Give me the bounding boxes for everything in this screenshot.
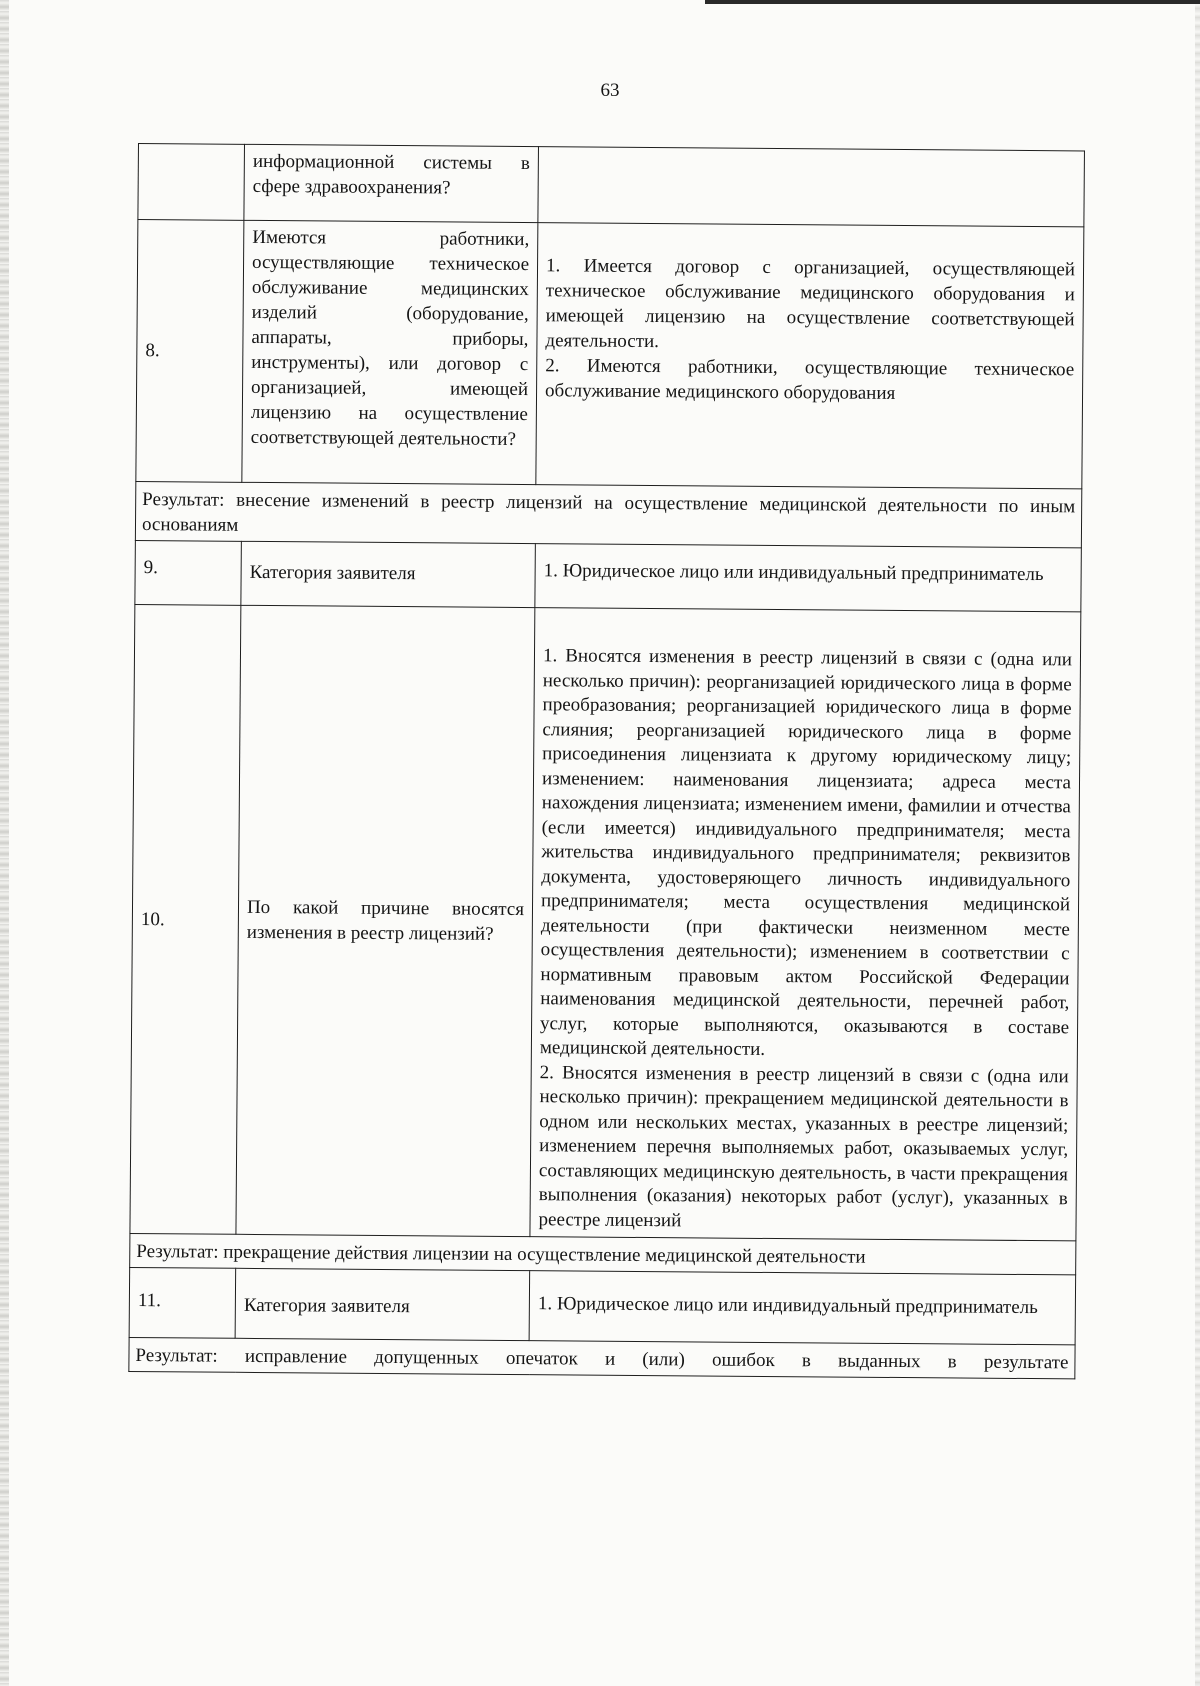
row-question: Категория заявителя: [241, 541, 535, 607]
document-table-wrapper: [128, 143, 1084, 1379]
row-answer: 1. Юридическое лицо или индивидуальный предприниматель: [529, 1271, 1076, 1345]
table-row: [129, 1337, 1075, 1378]
row-answer: [530, 608, 1081, 1241]
document-table: [128, 143, 1085, 1379]
row-question: информационной системы в сфере здравоохранения?: [244, 144, 539, 222]
scan-edge-left: [0, 0, 9, 1686]
answer-item: 2. Вносятся изменения в реестр лицензий в связи с (одна или несколько причин): прекращением медицинской деятельности в одном или нескольких местах, указанных в реестре лицензий; изменением перечня выполняемых работ, оказываемых услуг, составляющих медицинскую деятельность, в части прекращения выполнения (оказания) некоторых работ (услуг), указанных в реестре лицензий: [538, 1061, 1069, 1231]
row-question: Категория заявителя: [235, 1268, 530, 1340]
row-answer: 1. Юридическое лицо или индивидуальный предприниматель: [535, 544, 1081, 612]
row-question: По какой причине вносятся изменения в реестр лицензий?: [236, 605, 535, 1236]
answer-item: 1. Вносятся изменения в реестр лицензий в связи с (одна или несколько причин): реорганизацией юридического лица в форме преобразования; реорганизацией юридического лица в форме слияния; реорганизацией юридического лица в форме присоединения лицензиата к другому юридическому лицу; изменением: наименования лицензиата; адреса места нахождения лицензиата; изменением имени, фамилии и отчества (если имеется) индивидуального предпринимателя; места жительства индивидуального предпринимателя; реквизитов документа, удостоверяющего личность индивидуального предпринимателя; места осуществления медицинской деятельности (при фактически неизменном месте осуществления деятельности); изменением в соответствии с нормативным правовым актом Российской Федерации наименования медицинской деятельности, перечней работ, услуг, которые выполняются, оказываются в составе медицинской деятельности.: [539, 645, 1073, 1060]
page-number: 63: [600, 80, 620, 101]
result-row: Результат: исправление допущенных опечаток и (или) ошибок в выданных в результате: [129, 1337, 1075, 1378]
row-answer: [536, 223, 1084, 489]
table-row: [135, 481, 1081, 547]
scan-edge-right: [1195, 0, 1200, 1686]
table-row: [129, 1267, 1076, 1344]
answer-item: 1. Имеется договор с организацией, осуществляющей техническое обслуживание медицинского оборудования и имеющей лицензию на осуществление соответствующей деятельности.: [545, 255, 1076, 353]
table-row: [138, 144, 1085, 227]
scan-top-bar: [705, 0, 1200, 4]
row-number: 10.: [130, 604, 241, 1234]
row-number: 8.: [136, 220, 244, 483]
row-question: Имеются работники, осуществляющие техническое обслуживание медицинских изделий (оборудование, аппараты, приборы, инструменты), или договор с организацией, имеющей лицензию на осуществление соответствующей деятельности?: [242, 220, 538, 484]
result-row: Результат: внесение изменений в реестр лицензий на осуществление медицинской деятельности по иным основаниям: [135, 481, 1081, 547]
answer-item: 2. Имеются работники, осуществляющие техническое обслуживание медицинского оборудования: [544, 355, 1075, 404]
row-answer: [538, 147, 1085, 227]
row-number: [138, 144, 245, 221]
table-row: [130, 604, 1081, 1240]
result-row: Результат: прекращение действия лицензии на осуществление медицинской деятельности: [130, 1233, 1076, 1274]
table-row: [135, 540, 1081, 611]
table-row: [136, 220, 1084, 489]
row-number: 11.: [129, 1267, 236, 1338]
row-number: 9.: [135, 540, 241, 605]
